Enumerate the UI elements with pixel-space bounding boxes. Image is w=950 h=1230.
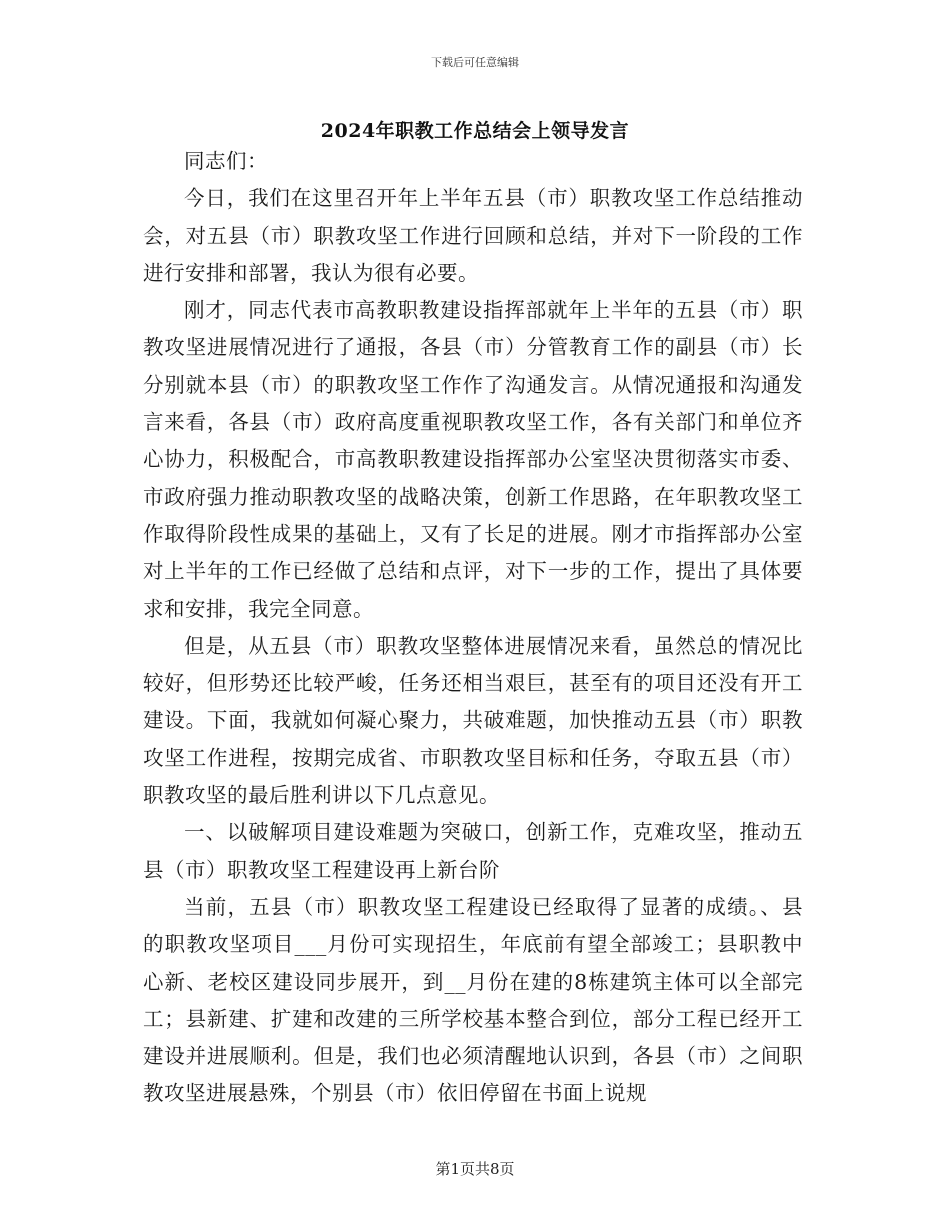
page-indicator: 第1页共8页 [435, 1160, 515, 1178]
paragraph-challenges: 但是，从五县（市）职教攻坚整体进展情况来看，虽然总的情况比较好，但形势还比较严峻，任务还相当艰巨，甚至有的项目还没有开工建设。下面，我就如何凝心聚力，共破难题，加快推动五县（市）职教攻坚工作进程，按期完成省、市职教攻坚目标和任务，夺取五县（市）职教攻坚的最后胜利讲以下几点意见。 [143, 633, 803, 808]
greeting: 同志们： [184, 149, 268, 173]
document-title: 2024年职教工作总结会上领导发言 [320, 120, 630, 142]
section-heading-one: 一、以破解项目建设难题为突破口，创新工作，克难攻坚，推动五县（市）职教攻坚工程建设再上新台阶 [143, 820, 803, 882]
paragraph-progress-report: 刚才，同志代表市高教职教建设指挥部就年上半年的五县（市）职教攻坚进展情况进行了通报，各县（市）分管教育工作的副县（市）长分别就本县（市）的职教攻坚工作作了沟通发言。从情况通报和沟通发言来看，各县（市）政府高度重视职教攻坚工作，各有关部门和单位齐心协力，积极配合，市高教职教建设指挥部办公室坚决贯彻落实市委、市政府强力推动职教攻坚的战略决策，创新工作思路，在年职教攻坚工作取得阶段性成果的基础上，又有了长足的进展。刚才市指挥部办公室对上半年的工作已经做了总结和点评，对下一步的工作，提出了具体要求和安排，我完全同意。 [143, 298, 803, 621]
document-body [143, 143, 803, 1113]
paragraph-opening: 今日，我们在这里召开年上半年五县（市）职教攻坚工作总结推动会，对五县（市）职教攻坚工作进行回顾和总结，并对下一阶段的工作进行安排和部署，我认为很有必要。 [143, 186, 803, 285]
paragraph-current-status: 当前，五县（市）职教攻坚工程建设已经取得了显著的成绩。、县的职教攻坚项目___月份可实现招生，年底前有望全部竣工；县职教中心新、老校区建设同步展开，到__月份在建的8栋建筑主体可以全部完工；县新建、扩建和改建的三所学校基本整合到位，部分工程已经开工建设并进展顺利。但是，我们也必须清醒地认识到，各县（市）之间职教攻坚进展悬殊，个别县（市）依旧停留在书面上说规 [143, 894, 803, 1106]
header-note: 下载后可任意编辑 [431, 56, 519, 69]
